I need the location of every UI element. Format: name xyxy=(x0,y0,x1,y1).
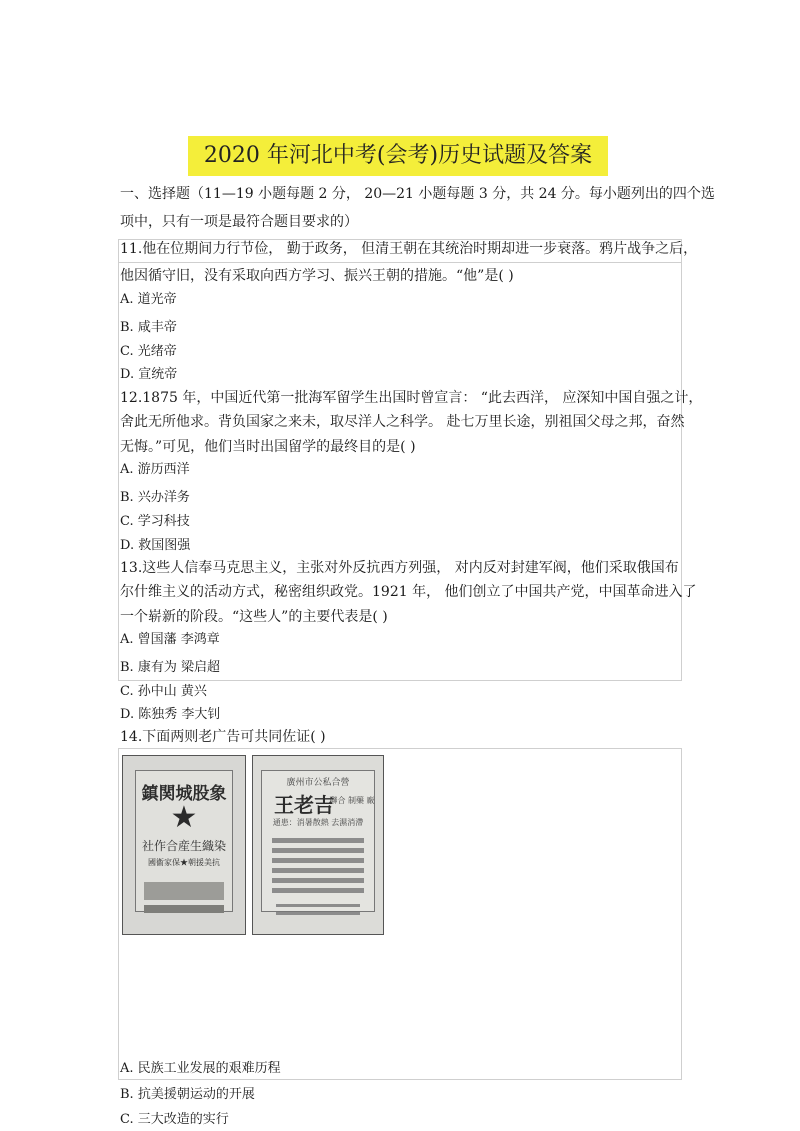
q11-stem-line2: 他因循守旧，没有采取向西方学习、振兴王朝的措施。“他”是( ) xyxy=(120,268,514,284)
q12-stem-line2: 舍此无所他求。背负国家之来未，取尽洋人之科学。 赴七万里长途，别祖国父母之邦，奋然 xyxy=(120,414,685,430)
q11-option-d: D. 宣统帝 xyxy=(120,367,178,382)
q12-stem-line3: 无悔。”可见，他们当时出国留学的最终目的是( ) xyxy=(120,439,416,455)
q12-option-d: D. 救国图强 xyxy=(120,538,191,553)
page-title: 2020 年河北中考(会考)历史试题及答案 xyxy=(188,136,608,176)
ad-left-heading: 鎮関城股象 xyxy=(141,784,227,804)
q12-stem-line1: 12.1875 年，中国近代第一批海军留学生出国时曾宣言： “此去西洋， 应深知中国自强之计， xyxy=(120,390,703,406)
q11-stem-line1: 11.他在位期间力行节俭， 勤于政务， 但清王朝在其统治时期却进一步衰落。鸦片战争之后， xyxy=(120,241,698,257)
q13-stem-line1: 13.这些人信奉马克思主义，主张对外反抗西方列强， 对内反对封建军阀，他们采取俄国布 xyxy=(120,560,679,576)
q14-stem: 14.下面两则老广告可共同佐证( ) xyxy=(120,729,326,745)
ad-right-product-list xyxy=(272,833,364,898)
q14-option-b: B. 抗美援朝运动的开展 xyxy=(120,1087,255,1102)
ad-right-brand-side: 聯合 制藥 廠 xyxy=(329,796,375,805)
ad-right-brand: 王老吉 xyxy=(274,793,334,817)
q11-option-b: B. 咸丰帝 xyxy=(120,320,177,335)
q13-option-d: D. 陈独秀 李大钊 xyxy=(120,707,221,722)
q13-option-a: A. 曾国藩 李鸿章 xyxy=(120,632,220,647)
frame-divider xyxy=(118,262,681,263)
q12-option-c: C. 学习科技 xyxy=(120,514,190,529)
q13-option-b: B. 康有为 梁启超 xyxy=(120,660,220,675)
ad-right-header: 廣州市公私合營 xyxy=(286,778,350,788)
q13-option-c: C. 孙中山 黄兴 xyxy=(120,684,207,699)
old-ad-right-image xyxy=(252,755,384,935)
q11-option-a: A. 道光帝 xyxy=(120,292,177,307)
ad-right-subtitle: 通患：消暑散熱 去濕消滯 xyxy=(272,818,364,827)
old-ad-left-image xyxy=(122,755,246,935)
q11-option-c: C. 光绪帝 xyxy=(120,344,177,359)
q14-option-c: C. 三大改造的实行 xyxy=(120,1112,229,1127)
ad-left-illustration xyxy=(144,877,224,918)
star-icon: ★ xyxy=(170,800,198,835)
section-instructions-line2: 项中，只有一项是最符合题目要求的） xyxy=(120,214,358,230)
q14-option-a: A. 民族工业发展的艰难历程 xyxy=(120,1061,281,1076)
ad-left-bottom: 國衞家保★朝援美抗 xyxy=(148,858,220,867)
q12-option-b: B. 兴办洋务 xyxy=(120,490,190,505)
q13-stem-line2: 尔什维主义的活动方式，秘密组织政党。1921 年， 他们创立了中国共产党，中国革命进入了 xyxy=(120,584,697,600)
ad-left-middle: 社作合産生織染 xyxy=(141,839,226,853)
ad-right-footer xyxy=(276,899,360,920)
q12-option-a: A. 游历西洋 xyxy=(120,462,190,477)
section-instructions-line1: 一、选择题（11—19 小题每题 2 分， 20—21 小题每题 3 分，共 24 分。每小题列出的四个选 xyxy=(120,186,715,202)
q13-stem-line3: 一个崭新的阶段。“这些人”的主要代表是( ) xyxy=(120,609,388,625)
